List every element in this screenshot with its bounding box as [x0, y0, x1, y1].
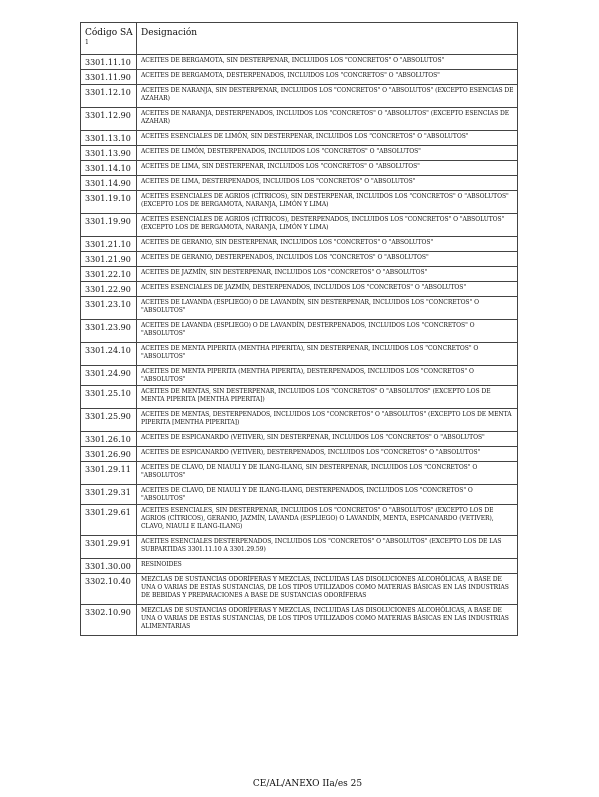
- hs-code-cell: 3302.10.90: [81, 605, 137, 636]
- designation-cell: ACEITES DE BERGAMOTA, DESTERPENADOS, INCLUIDOS LOS "CONCRETOS" O "ABSOLUTOS": [137, 70, 518, 85]
- table-row: [81, 320, 518, 343]
- hs-code-cell: 3301.11.90: [81, 70, 137, 85]
- table-row: [81, 536, 518, 559]
- hs-code-cell: 3301.25.90: [81, 409, 137, 432]
- hs-code-cell: 3301.24.90: [81, 366, 137, 386]
- hs-code-cell: 3301.29.11: [81, 462, 137, 485]
- table-row: [81, 131, 518, 146]
- header-code: [81, 23, 137, 55]
- tariff-table: [80, 22, 518, 636]
- designation-cell: MEZCLAS DE SUSTANCIAS ODORÍFERAS Y MEZCLAS, INCLUIDAS LAS DISOLUCIONES ALCOHÓLICAS, A BASE DE UNA O VARIAS DE ESTAS SUSTANCIAS, DE LOS TIPOS UTILIZADOS COMO MATERIAS BÁSICAS EN LAS INDUSTRIAS DE BEBIDAS Y PREPARACIONES A BASE DE SUSTANCIAS ODORÍFERAS: [137, 574, 518, 605]
- hs-code-cell: 3301.22.10: [81, 267, 137, 282]
- table-row: [81, 237, 518, 252]
- table-row: [81, 366, 518, 386]
- hs-code-cell: 3301.14.90: [81, 176, 137, 191]
- table-row: [81, 146, 518, 161]
- designation-cell: ACEITES DE CLAVO, DE NIAULI Y DE ILANG-ILANG, SIN DESTERPENAR, INCLUIDOS LOS "CONCRETOS" O "ABSOLUTOS": [137, 462, 518, 485]
- header-designation: Designación: [137, 23, 518, 55]
- hs-code-cell: 3301.26.10: [81, 432, 137, 447]
- hs-code-cell: 3301.12.10: [81, 85, 137, 108]
- hs-code-cell: 3301.14.10: [81, 161, 137, 176]
- hs-code-cell: 3301.19.10: [81, 191, 137, 214]
- designation-cell: ACEITES DE ESPICANARDO (VETIVER), DESTERPENADOS, INCLUIDOS LOS "CONCRETOS" O "ABSOLUTOS": [137, 447, 518, 462]
- hs-code-cell: 3301.22.90: [81, 282, 137, 297]
- header-code-label: Código SA: [85, 28, 133, 38]
- hs-code-cell: 3301.21.90: [81, 252, 137, 267]
- designation-cell: MEZCLAS DE SUSTANCIAS ODORÍFERAS Y MEZCLAS, INCLUIDAS LAS DISOLUCIONES ALCOHÓLICAS, A BASE DE UNA O VARIAS DE ESTAS SUSTANCIAS, DE LOS TIPOS UTILIZADOS COMO MATERIAS BÁSICAS EN LAS INDUSTRIAS ALIMENTARIAS: [137, 605, 518, 636]
- designation-cell: ACEITES ESENCIALES, SIN DESTERPENAR, INCLUIDOS LOS "CONCRETOS" O "ABSOLUTOS" (EXCEPTO LOS DE AGRIOS (CÍTRICOS), GERANIO, JAZMÍN, LAVANDA (ESPLIEGO) O LAVANDÍN, MENTA, ESPICANARDO (VETIVER), CLAVO, NIAULI E ILANG-ILANG): [137, 505, 518, 536]
- designation-cell: ACEITES DE LIMA, SIN DESTERPENAR, INCLUIDOS LOS "CONCRETOS" O "ABSOLUTOS": [137, 161, 518, 176]
- footer-ref: CE/AL/ANEXO IIa/es: [252, 779, 348, 789]
- table-row: [81, 505, 518, 536]
- hs-code-cell: 3302.10.40: [81, 574, 137, 605]
- hs-code-cell: 3301.29.61: [81, 505, 137, 536]
- table-row: [81, 191, 518, 214]
- hs-code-cell: 3301.11.10: [81, 55, 137, 70]
- hs-code-cell: 3301.19.90: [81, 214, 137, 237]
- table-row: [81, 432, 518, 447]
- table-row: [81, 70, 518, 85]
- hs-code-cell: 3301.23.10: [81, 297, 137, 320]
- designation-cell: ACEITES DE MENTAS, DESTERPENADOS, INCLUIDOS LOS "CONCRETOS" O "ABSOLUTOS" (EXCEPTO LOS DE MENTA PIPERITA [MENTHA PIPERITA]): [137, 409, 518, 432]
- designation-cell: ACEITES DE JAZMÍN, SIN DESTERPENAR, INCLUIDOS LOS "CONCRETOS" O "ABSOLUTOS": [137, 267, 518, 282]
- designation-cell: RESINOIDES: [137, 559, 518, 574]
- hs-code-cell: 3301.24.10: [81, 343, 137, 366]
- table-row: [81, 108, 518, 131]
- table-row: [81, 214, 518, 237]
- hs-code-cell: 3301.29.91: [81, 536, 137, 559]
- table-row: [81, 343, 518, 366]
- designation-cell: ACEITES DE LIMA, DESTERPENADOS, INCLUIDOS LOS "CONCRETOS" O "ABSOLUTOS": [137, 176, 518, 191]
- designation-cell: ACEITES ESENCIALES DE LIMÓN, SIN DESTERPENAR, INCLUIDOS LOS "CONCRETOS" O "ABSOLUTOS": [137, 131, 518, 146]
- designation-cell: ACEITES DE LIMÓN, DESTERPENADOS, INCLUIDOS LOS "CONCRETOS" O "ABSOLUTOS": [137, 146, 518, 161]
- hs-code-cell: 3301.29.31: [81, 485, 137, 505]
- hs-code-cell: 3301.12.90: [81, 108, 137, 131]
- hs-code-cell: 3301.13.10: [81, 131, 137, 146]
- designation-cell: ACEITES ESENCIALES DE JAZMÍN, DESTERPENADOS, INCLUIDOS LOS "CONCRETOS" O "ABSOLUTOS": [137, 282, 518, 297]
- table-row: [81, 252, 518, 267]
- designation-cell: ACEITES ESENCIALES DE AGRIOS (CÍTRICOS), SIN DESTERPENAR, INCLUIDOS LOS "CONCRETOS" O "ABSOLUTOS" (EXCEPTO LOS DE BERGAMOTA, NARANJA, LIMÓN Y LIMA): [137, 191, 518, 214]
- designation-cell: ACEITES DE MENTA PIPERITA (MENTHA PIPERITA), SIN DESTERPENAR, INCLUIDOS LOS "CONCRETOS" O "ABSOLUTOS": [137, 343, 518, 366]
- table-row: [81, 267, 518, 282]
- table-row: [81, 282, 518, 297]
- table-row: [81, 409, 518, 432]
- table-body: [81, 55, 518, 636]
- hs-code-cell: 3301.26.90: [81, 447, 137, 462]
- designation-cell: ACEITES ESENCIALES DE AGRIOS (CÍTRICOS), DESTERPENADOS, INCLUIDOS LOS "CONCRETOS" O "ABSOLUTOS" (EXCEPTO LOS DE BERGAMOTA, NARANJA, LIMÓN Y LIMA): [137, 214, 518, 237]
- table-row: [81, 297, 518, 320]
- designation-cell: ACEITES DE MENTA PIPERITA (MENTHA PIPERITA), DESTERPENADOS, INCLUIDOS LOS "CONCRETOS" O "ABSOLUTOS": [137, 366, 518, 386]
- header-code-footnote: 1: [85, 39, 89, 46]
- designation-cell: ACEITES DE GERANIO, SIN DESTERPENAR, INCLUIDOS LOS "CONCRETOS" O "ABSOLUTOS": [137, 237, 518, 252]
- hs-code-cell: 3301.25.10: [81, 386, 137, 409]
- table-row: [81, 386, 518, 409]
- table-header-row: [81, 23, 518, 55]
- table-row: [81, 462, 518, 485]
- designation-cell: ACEITES DE ESPICANARDO (VETIVER), SIN DESTERPENAR, INCLUIDOS LOS "CONCRETOS" O "ABSOLUTOS": [137, 432, 518, 447]
- table-row: [81, 574, 518, 605]
- table-row: [81, 161, 518, 176]
- designation-cell: ACEITES DE GERANIO, DESTERPENADOS, INCLUIDOS LOS "CONCRETOS" O "ABSOLUTOS": [137, 252, 518, 267]
- designation-cell: ACEITES ESENCIALES DESTERPENADOS, INCLUIDOS LOS "CONCRETOS" O "ABSOLUTOS" (EXCEPTO LOS DE LAS SUBPARTIDAS 3301.11.10 A 3301.29.59): [137, 536, 518, 559]
- page-number: 25: [350, 779, 363, 789]
- designation-cell: ACEITES DE NARANJA, DESTERPENADOS, INCLUIDOS LOS "CONCRETOS" O "ABSOLUTOS" (EXCEPTO ESENCIAS DE AZAHAR): [137, 108, 518, 131]
- table-row: [81, 447, 518, 462]
- hs-code-cell: 3301.21.10: [81, 237, 137, 252]
- hs-code-cell: 3301.13.90: [81, 146, 137, 161]
- table-row: [81, 605, 518, 636]
- table-row: [81, 55, 518, 70]
- hs-code-cell: 3301.30.00: [81, 559, 137, 574]
- designation-cell: ACEITES DE CLAVO, DE NIAULI Y DE ILANG-ILANG, DESTERPENADOS, INCLUIDOS LOS "CONCRETOS" O "ABSOLUTOS": [137, 485, 518, 505]
- hs-code-cell: 3301.23.90: [81, 320, 137, 343]
- designation-cell: ACEITES DE LAVANDA (ESPLIEGO) O DE LAVANDÍN, SIN DESTERPENAR, INCLUIDOS LOS "CONCRETOS" O "ABSOLUTOS": [137, 297, 518, 320]
- table-row: [81, 559, 518, 574]
- designation-cell: ACEITES DE LAVANDA (ESPLIEGO) O DE LAVANDÍN, DESTERPENADOS, INCLUIDOS LOS "CONCRETOS" O "ABSOLUTOS": [137, 320, 518, 343]
- designation-cell: ACEITES DE MENTAS, SIN DESTERPENAR, INCLUIDOS LOS "CONCRETOS" O "ABSOLUTOS" (EXCEPTO LOS DE MENTA PIPERITA [MENTHA PIPERITA]): [137, 386, 518, 409]
- table-row: [81, 85, 518, 108]
- designation-cell: ACEITES DE NARANJA, SIN DESTERPENAR, INCLUIDOS LOS "CONCRETOS" O "ABSOLUTOS" (EXCEPTO ESENCIAS DE AZAHAR): [137, 85, 518, 108]
- table-row: [81, 485, 518, 505]
- page-footer: [0, 779, 599, 789]
- table-row: [81, 176, 518, 191]
- designation-cell: ACEITES DE BERGAMOTA, SIN DESTERPENAR, INCLUIDOS LOS "CONCRETOS" O "ABSOLUTOS": [137, 55, 518, 70]
